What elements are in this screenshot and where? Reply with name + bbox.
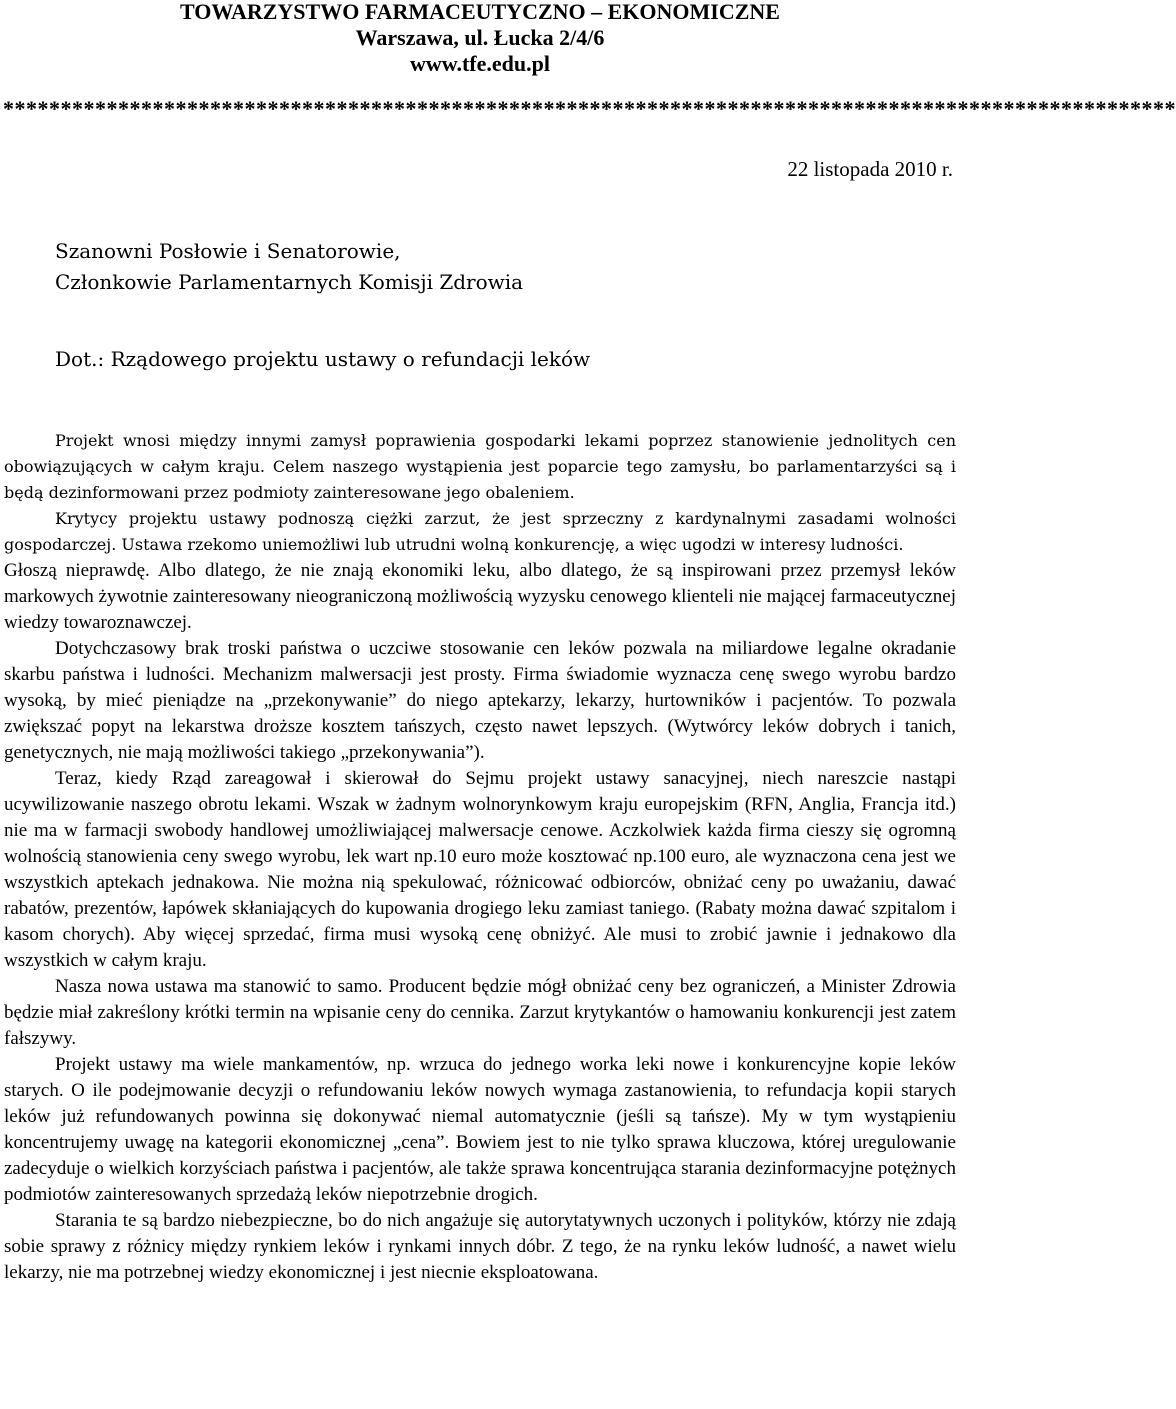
paragraph-text: Projekt wnosi między innymi zamysł poprawienia gospodarki lekami poprzez stanowienie jednolitych cen obowiązujących w całym kraju. xyxy=(4,431,956,476)
organization-address: Warszawa, ul. Łucka 2/4/6 xyxy=(355,25,605,50)
body-paragraph xyxy=(4,428,956,506)
addressee-block xyxy=(55,236,523,298)
body-paragraph: Starania te są bardzo niebezpieczne, bo do nich angażuje się autorytatywnych uczonych i polityków, którzy nie zdają sobie sprawy z różnicy między rynkiem leków i rynkami innych dóbr. Z tego, że na rynku leków ludność, a nawet wielu lekarzy, nie ma potrzebnej wiedzy ekonomicznej i jest niecnie eksploatowana. xyxy=(4,1210,956,1283)
letter-body xyxy=(4,428,956,1286)
body-paragraph: Teraz, kiedy Rząd zareagował i skierował do Sejmu projekt ustawy sanacyjnej, niech nareszcie nastąpi ucywilizowanie naszego obrotu lekami. Wszak w żadnym wolnorynkowym kraju europejskim (RFN, Anglia, Francja itd.) nie ma w farmacji swobody handlowej umożliwiającej malwersacje cenowe. Aczkolwiek każda firma cieszy się ogromną wolnością stanowienia ceny swego wyrobu, lek wart np.10 euro może kosztować np.100 euro, ale wyznaczona cena jest we wszystkich aptekach jednakowa. Nie można nią spekulować, różnicować odbiorców, obniżać ceny po uważaniu, dawać rabatów, prezentów, łapówek skłaniających do kupowania drogiego leku zamiast taniego. (Rabaty można dawać szpitalom i kasom chorych). Aby więcej sprzedać, firma musi wysoką cenę obniżyć. Ale musi to zrobić jawnie i jednakowo dla wszystkich w całym kraju. xyxy=(4,768,956,971)
letter-date: 22 listopada 2010 r. xyxy=(787,157,953,181)
paragraph-text: Celem naszego wystąpienia jest poparcie tego zamysłu, bo parlamentarzyści są i będą dezinformowani przez podmioty zainteresowane jego obaleniem. xyxy=(4,457,957,502)
paragraph-text: Albo dlatego, że nie znają ekonomiki leku, albo dlatego, że są inspirowani przez przemysł leków markowych żywotnie zainteresowany nieograniczoną możliwością wyzysku cenowego klienteli nie mającej farmaceutycznej wiedzy towaroznawczej. xyxy=(4,560,957,633)
body-paragraph xyxy=(4,558,956,636)
header-separator: ****************************************************************************************************** xyxy=(3,96,1176,121)
addressee-line-1: Szanowni Posłowie i Senatorowie, xyxy=(55,239,401,263)
body-paragraph: Nasza nowa ustawa ma stanowić to samo. Producent będzie mógł obniżać ceny bez ograniczeń, a Minister Zdrowia będzie miał zakreślony krótki termin na wpisanie ceny do cennika. Zarzut krytykantów o hamowaniu konkurencji jest zatem fałszywy. xyxy=(4,976,956,1049)
body-paragraph: Projekt ustawy ma wiele mankamentów, np. wrzuca do jednego worka leki nowe i konkurencyjne kopie leków starych. O ile podejmowanie decyzji o refundowaniu leków nowych wymaga zastanowienia, to refundacja kopii starych leków już refundowanych powinna się dokonywać niemal automatycznie (jeśli są tańsze). My w tym wystąpieniu koncentrujemy uwagę na kategorii ekonomicznej „cena”. Bowiem jest to nie tylko sprawa kluczowa, której uregulowanie zadecyduje o wielkich korzyściach państwa i pacjentów, ale także sprawa koncentrująca starania dezinformacyjne potężnych podmiotów zainteresowanych sprzedażą leków niepotrzebnie drogich. xyxy=(4,1054,956,1205)
organization-name: TOWARZYSTWO FARMACEUTYCZNO – EKONOMICZNE xyxy=(180,0,780,24)
body-paragraph: Krytycy projektu ustawy podnoszą ciężki zarzut, że jest sprzeczny z kardynalnymi zasadami wolności gospodarczej. Ustawa rzekomo uniemożliwi lub utrudni wolną konkurencję, a więc ugodzi w interesy ludności. xyxy=(4,509,956,554)
paragraph-text: Głoszą nieprawdę. xyxy=(4,560,150,581)
subject-line: Dot.: Rządowego projektu ustawy o refundacji leków xyxy=(55,347,591,371)
body-paragraph: Dotychczasowy brak troski państwa o uczciwe stosowanie cen leków pozwala na miliardowe legalne okradanie skarbu państwa i ludności. Mechanizm malwersacji jest prosty. Firma świadomie wyznacza cenę swego wyrobu bardzo wysoką, by mieć pieniądze na „przekonywanie” do niego aptekarzy, lekarzy, hurtowników i pacjentów. To pozwala zwiększać popyt na lekarstwa droższe kosztem tańszych, często nawet lepszych. (Wytwórcy leków dobrych i tanich, genetycznych, nie mają możliwości takiego „przekonywania”). xyxy=(4,638,956,763)
letterhead xyxy=(0,0,960,77)
addressee-line-2: Członkowie Parlamentarnych Komisji Zdrowia xyxy=(55,270,524,294)
organization-website: www.tfe.edu.pl xyxy=(410,51,550,76)
